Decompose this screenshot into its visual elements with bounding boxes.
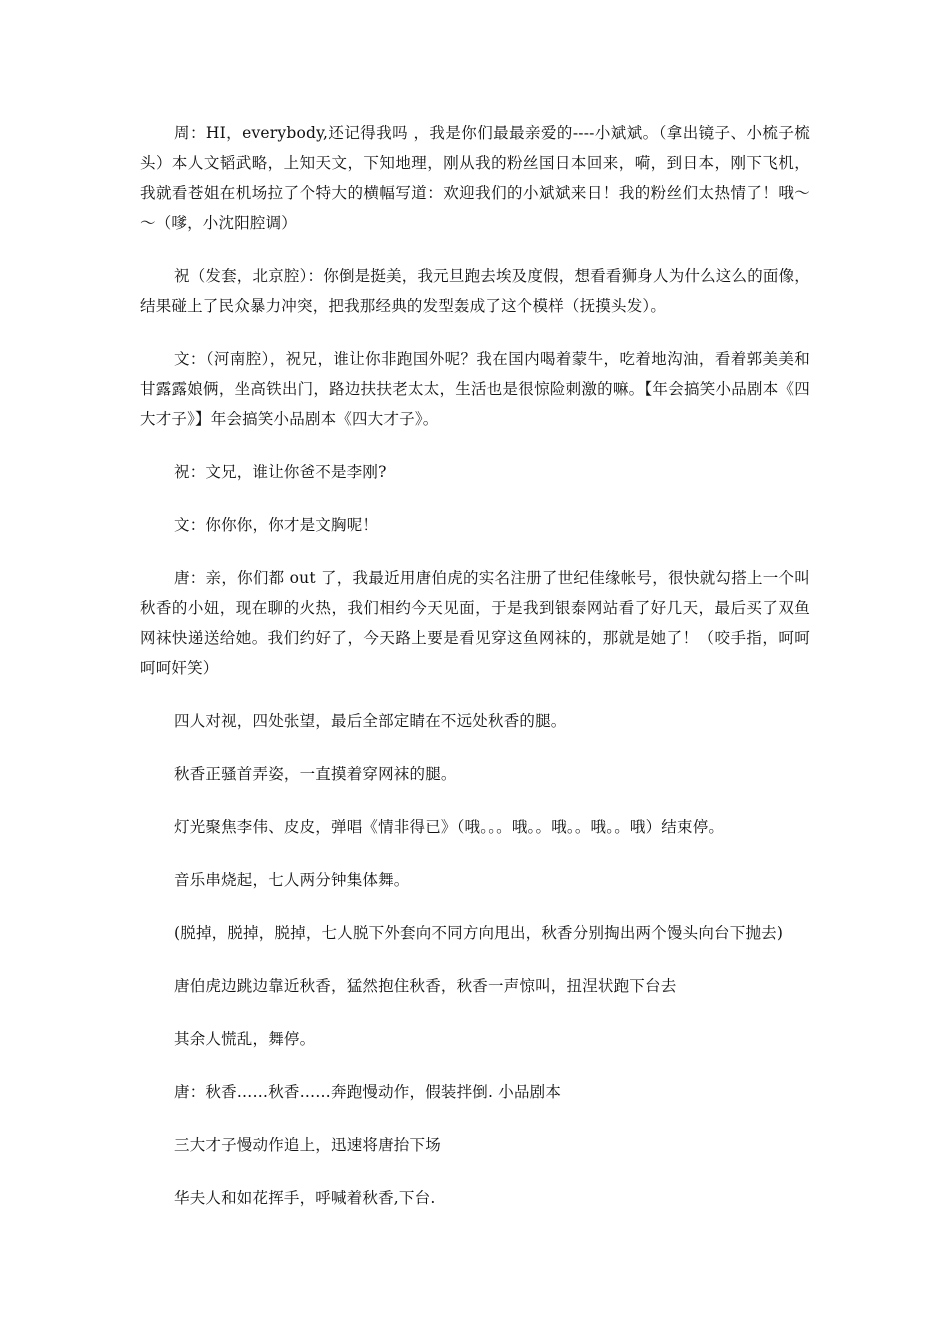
paragraph-wen-henan: 文：（河南腔），祝兄，谁让你非跑国外呢？我在国内喝着蒙牛，吃着地沟油，看着郭美美和甘露露娘俩，坐高铁出门，路边扶扶老太太，生活也是很惊险刺激的嘛。【年会搞笑小品剧本《四大才子》】年会搞笑小品剧本《四大才子》。 — [140, 350, 810, 428]
paragraph-exit: 华夫人和如花挥手，呼喊着秋香,下台. — [174, 1189, 436, 1207]
paragraph-spotlight-song: 灯光聚焦李伟、皮皮，弹唱《情非得已》（哦。。。哦。。哦。。哦。。哦）结束停。 — [174, 818, 725, 836]
paragraph-tang-slowmo: 唐：秋香……秋香……奔跑慢动作，假装拌倒. 小品剧本 — [174, 1083, 562, 1101]
paragraph-four-look: 四人对视，四处张望，最后全部定睛在不远处秋香的腿。 — [174, 712, 567, 730]
paragraph-three-carry: 三大才子慢动作追上，迅速将唐抬下场 — [174, 1136, 441, 1154]
paragraph-wen-reply: 文：你你你，你才是文胸呢！ — [174, 516, 379, 534]
paragraph-tang-jiayuan: 唐：亲，你们都 out 了，我最近用唐伯虎的实名注册了世纪佳缘帐号，很快就勾搭上一个叫秋香的小妞，现在聊的火热，我们相约今天见面，于是我到银泰网站看了好几天，最后买了双鱼网袜快递送给她。我们约好了，今天路上要是看见穿这鱼网袜的，那就是她了！（咬手指，呵呵呵呵奸笑） — [140, 569, 810, 677]
paragraph-qiuxiang-pose: 秋香正骚首弄姿，一直摸着穿网袜的腿。 — [174, 765, 457, 783]
paragraph-music-dance: 音乐串烧起，七人两分钟集体舞。 — [174, 871, 410, 889]
paragraph-take-off: (脱掉，脱掉，脱掉，七人脱下外套向不同方向甩出，秋香分别掏出两个馒头向台下抛去) — [174, 924, 784, 942]
paragraph-tang-hug: 唐伯虎边跳边靠近秋香，猛然抱住秋香，秋香一声惊叫，扭涅状跑下台去 — [174, 977, 677, 995]
paragraph-others-panic: 其余人慌乱，舞停。 — [174, 1030, 316, 1048]
paragraph-zhu-egypt: 祝（发套，北京腔）：你倒是挺美，我元旦跑去埃及度假，想看看狮身人为什么这么的面像，结果碰上了民众暴力冲突，把我那经典的发型轰成了这个模样（抚摸头发）。 — [140, 267, 810, 315]
paragraph-zhou-intro: 周：HI，everybody,还记得我吗 ，我是你们最最亲爱的----小斌斌。（拿出镜子、小梳子梳头）本人文韬武略，上知天文，下知地理，刚从我的粉丝国日本回来，嗬，到日本，刚下飞机，我就看苍姐在机场拉了个特大的横幅写道：欢迎我们的小斌斌来日！我的粉丝们太热情了！哦～～（嗲，小沈阳腔调） — [140, 124, 810, 232]
paragraph-zhu-ligang: 祝：文兄，谁让你爸不是李刚? — [174, 463, 387, 481]
